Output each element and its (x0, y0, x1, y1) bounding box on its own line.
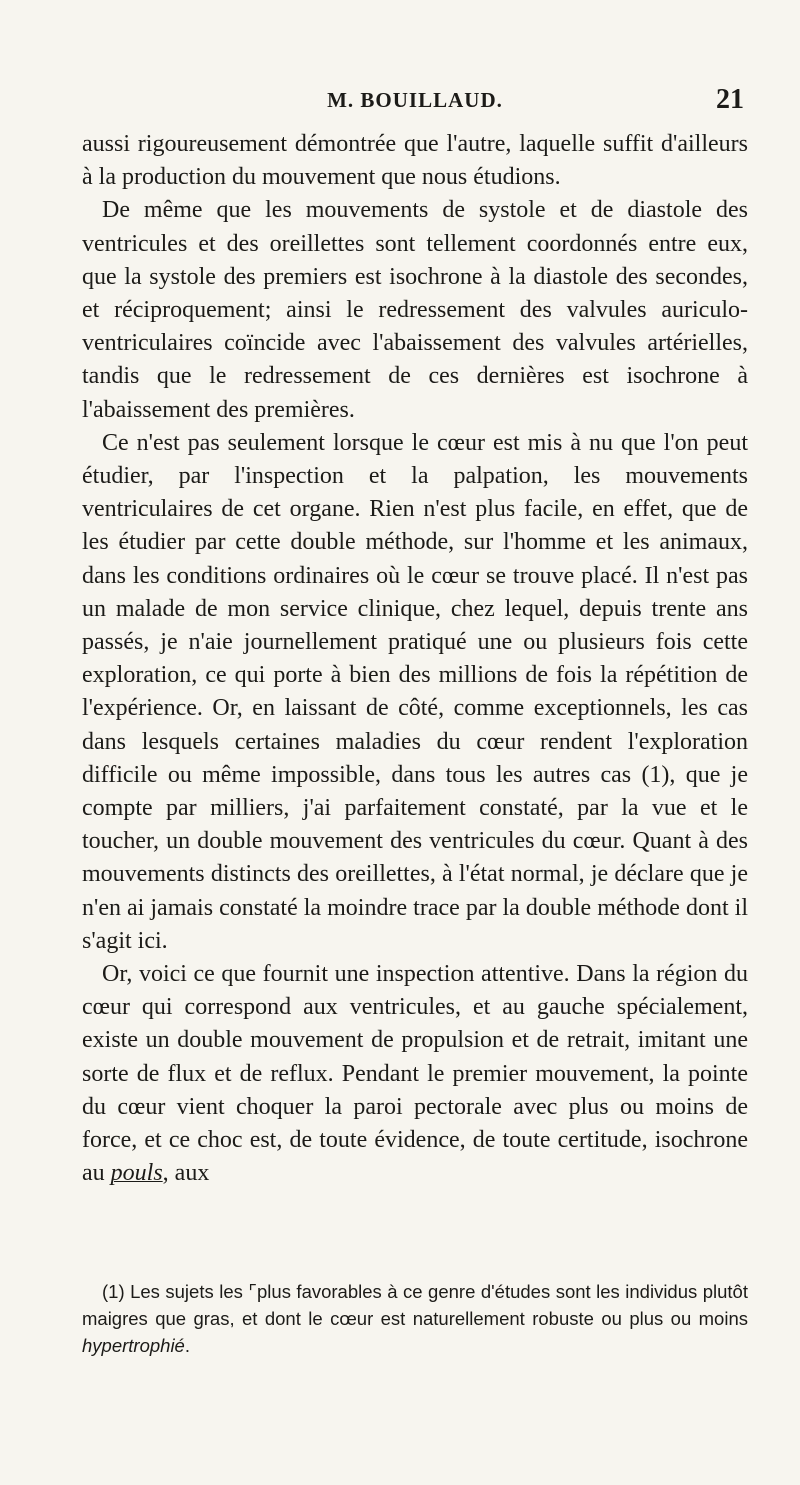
running-title: M. BOUILLAUD. (327, 88, 503, 112)
footnote-tail: . (184, 1335, 190, 1356)
paragraph-4 (82, 958, 748, 1190)
footnote-emphasis: hypertrophié (82, 1335, 185, 1356)
paragraph-4-tail: , aux (162, 1160, 210, 1187)
footnote (82, 1278, 748, 1359)
page-number: 21 (716, 84, 744, 115)
footnote-text: (1) Les sujets les ⌜plus favorables à ce genre d'études sont les individus plutôt maigres que gras, et dont le cœur est naturellement robuste ou plus ou moins (82, 1281, 748, 1329)
running-head (82, 80, 748, 120)
emphasis-pouls: pouls (110, 1160, 163, 1187)
paragraph-1: aussi rigoureusement démontrée que l'autre, laquelle suffit d'ailleurs à la production du mouvement que nous étudions. (82, 131, 748, 191)
paragraph-2: De même que les mouvements de systole et de diastole des ventricules et des oreillettes sont tellement coordonnés entre eux, que la systole des premiers est isochrone à la diastole des secondes, et réciproquement; ainsi le redressement des valvules auriculo-ventriculaires coïncide avec l'abaissement des valvules artérielles, tandis que le redressement de ces dernières est isochrone à l'abaissement des premières. (82, 197, 748, 423)
paragraph-3: Ce n'est pas seulement lorsque le cœur est mis à nu que l'on peut étudier, par l'inspection et la palpation, les mouvements ventriculaires de cet organe. Rien n'est plus facile, en effet, que de les étudier par cette double méthode, sur l'homme et les animaux, dans les conditions ordinaires où le cœur se trouve placé. Il n'est pas un malade de mon service clinique, chez lequel, depuis trente ans passés, je n'aie journellement pratiqué une ou plusieurs fois cette exploration, ce qui porte à bien des millions de fois la répétition de l'expérience. Or, en laissant de côté, comme exceptionnels, les cas dans lesquels certaines maladies du cœur rendent l'exploration difficile ou même impossible, dans tous les autres cas (1), que je compte par milliers, j'ai parfaitement constaté, par la vue et le toucher, un double mouvement des ventricules du cœur. Quant à des mouvements distincts des oreillettes, à l'état normal, je déclare que je n'en ai jamais constaté la moindre trace par la double méthode dont il s'agit ici. (82, 429, 748, 954)
paragraph-4-text: Or, voici ce que fournit une inspection attentive. Dans la région du cœur qui correspond aux ventricules, et au gauche spécialement, existe un double mouvement de propulsion et de retrait, imitant une sorte de flux et de reflux. Pendant le premier mouvement, la pointe du cœur vient choquer la paroi pectorale avec plus ou moins de force, et ce choc est, de toute évidence, de toute certitude, isochrone au (82, 961, 748, 1187)
main-text (82, 128, 748, 1191)
footnote-1 (82, 1278, 748, 1359)
